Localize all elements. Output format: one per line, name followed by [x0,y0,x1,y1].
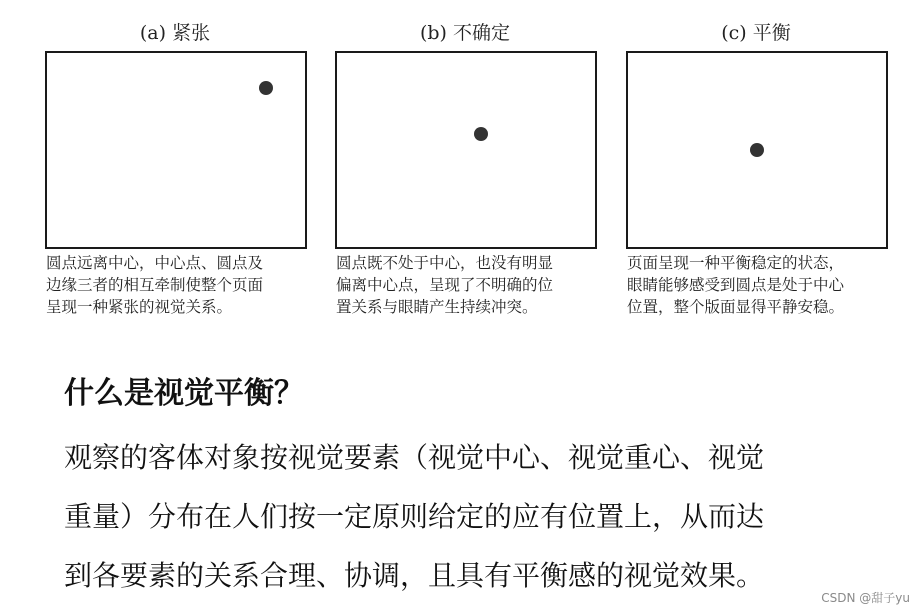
watermark: CSDN @甜子yu [821,591,910,605]
panel-a-caption: (a) 紧张 [139,22,211,44]
section-heading: 什么是视觉平衡？ [64,376,304,411]
panel-b-frame [335,51,597,249]
panel-a-frame [45,51,307,249]
panel-b-dot [474,127,488,141]
panel-c-description: 页面呈现一种平衡稳定的状态， 眼睛能够感受到圆点是处于中心 位置，整个版面显得平静安稳。 [627,254,845,316]
panel-c-dot [750,143,764,157]
panel-b-description: 圆点既不处于中心，也没有明显 偏离中心点，呈现了不明确的位 置关系与眼睛产生持续冲突。 [336,254,554,316]
panel-b-caption: (b) 不确定 [419,22,511,44]
panel-a-description: 圆点远离中心，中心点、圆点及 边缘三者的相互牵制使整个页面 呈现一种紧张的视觉关系。 [46,254,264,316]
panel-a-dot [259,81,273,95]
panel-c-frame [626,51,888,249]
section-body-text: 观察的客体对象按视觉要素（视觉中心、视觉重心、视觉 重量）分布在人们按一定原则给定的应有位置上，从而达 到各要素的关系合理、协调，且具有平衡感的视觉效果。 [64,441,765,592]
panel-c-caption: (c) 平衡 [721,22,791,44]
